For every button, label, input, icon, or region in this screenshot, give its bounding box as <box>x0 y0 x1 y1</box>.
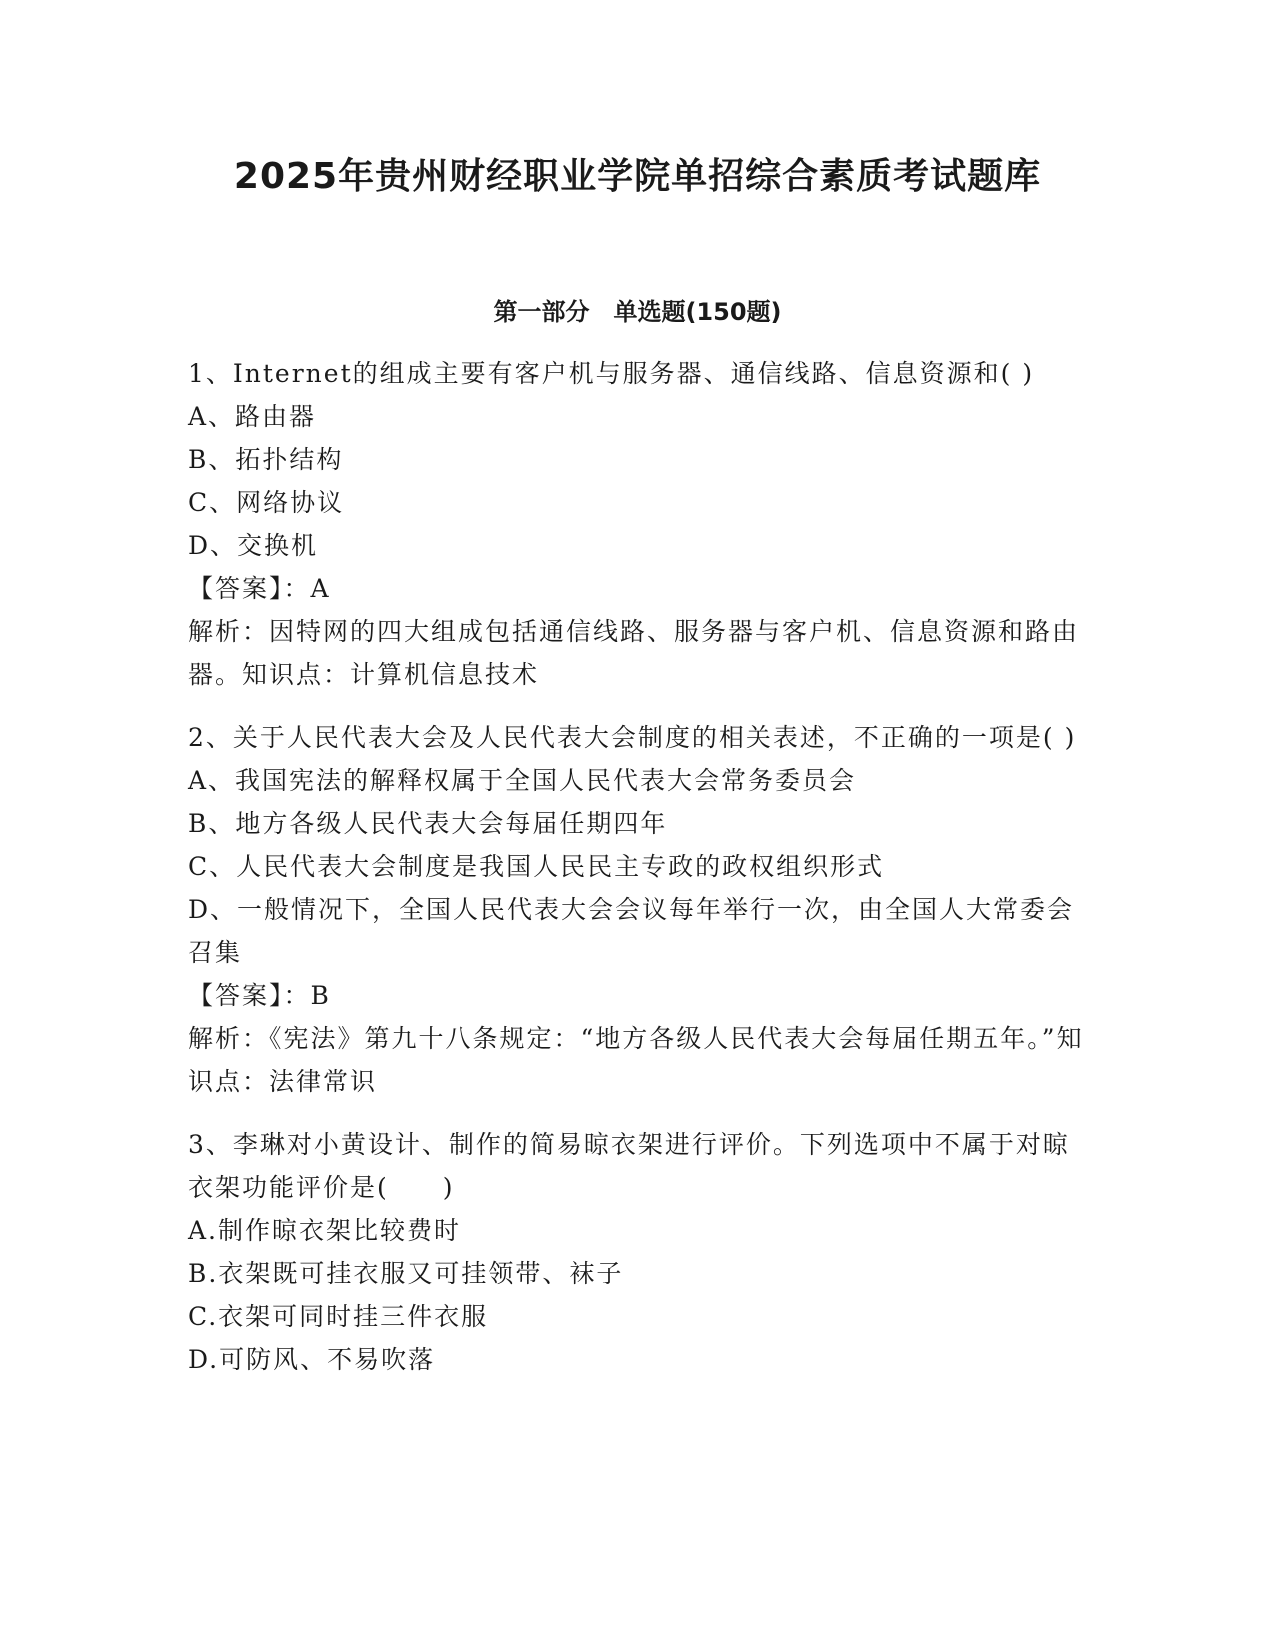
question-stem: 1、Internet的组成主要有客户机与服务器、通信线路、信息资源和( ) <box>188 359 1035 388</box>
option-c: C.衣架可同时挂三件衣服 <box>188 1302 489 1331</box>
question-3 <box>188 1123 1088 1381</box>
document-title: 2025年贵州财经职业学院单招综合素质考试题库 <box>233 156 1042 197</box>
option-c: C、网络协议 <box>188 488 345 517</box>
analysis: 解析：《宪法》第九十八条规定：“地方各级人民代表大会每届任期五年。”知识点：法律常识 <box>188 1024 1084 1096</box>
question-2 <box>188 716 1088 1103</box>
analysis: 解析：因特网的四大组成包括通信线路、服务器与客户机、信息资源和路由器。知识点：计算机信息技术 <box>188 617 1080 689</box>
section-title: 第一部分 单选题(150题) <box>493 298 782 326</box>
option-a: A、路由器 <box>188 402 317 431</box>
option-d: D、一般情况下，全国人民代表大会会议每年举行一次，由全国人大常委会召集 <box>188 895 1075 967</box>
option-b: B、拓扑结构 <box>188 445 344 474</box>
question-1 <box>188 352 1088 696</box>
option-a: A、我国宪法的解释权属于全国人民代表大会常务委员会 <box>188 766 857 795</box>
answer: 【答案】：B <box>188 981 331 1010</box>
option-b: B、地方各级人民代表大会每届任期四年 <box>188 809 668 838</box>
question-stem: 3、李琳对小黄设计、制作的简易晾衣架进行评价。下列选项中不属于对晾衣架功能评价是( ) <box>188 1130 1070 1202</box>
option-d: D、交换机 <box>188 531 319 560</box>
option-b: B.衣架既可挂衣服又可挂领带、袜子 <box>188 1259 624 1288</box>
option-a: A.制作晾衣架比较费时 <box>188 1216 462 1245</box>
option-d: D.可防风、不易吹落 <box>188 1345 436 1374</box>
question-list <box>188 352 1088 1401</box>
option-c: C、人民代表大会制度是我国人民民主专政的政权组织形式 <box>188 852 885 881</box>
question-stem: 2、关于人民代表大会及人民代表大会制度的相关表述，不正确的一项是( ) <box>188 723 1077 752</box>
answer: 【答案】：A <box>188 574 331 603</box>
